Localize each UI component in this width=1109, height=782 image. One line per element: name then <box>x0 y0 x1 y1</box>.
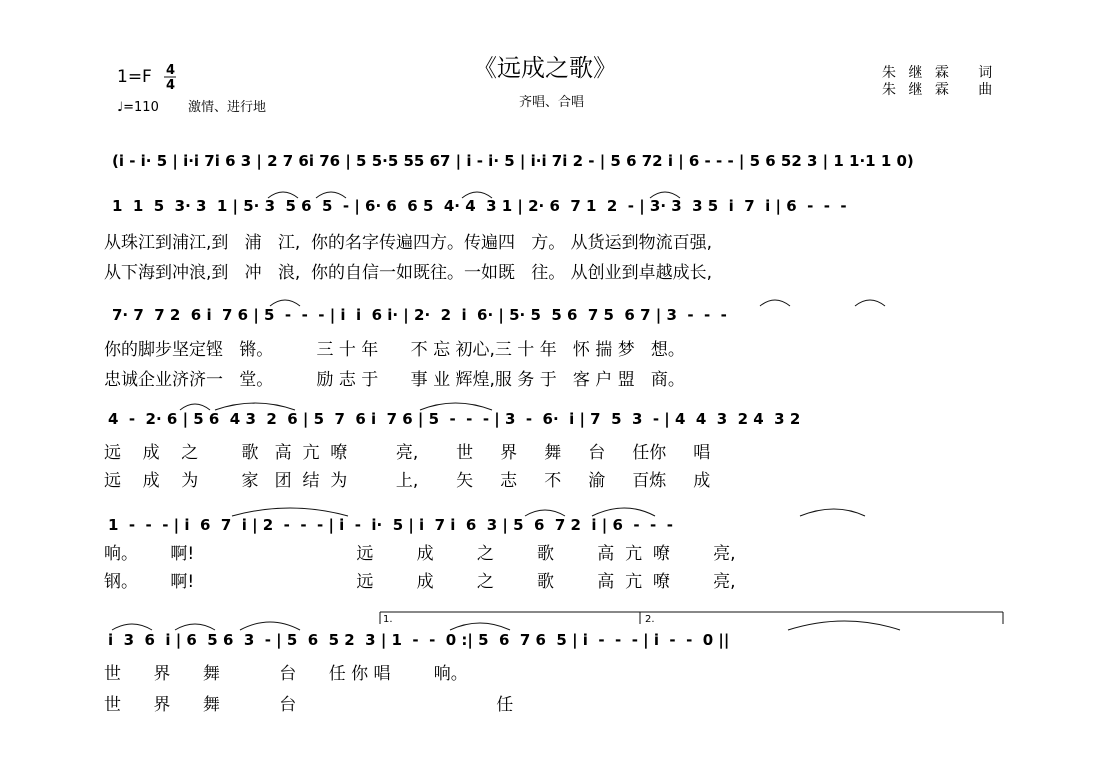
slur-10 <box>420 403 492 410</box>
notation-row-4: 1 - - - | i 6 7 i | 2 - - - | i - i· 5 | i 7 i 6 3 | 5 6 7 2 i | 6 - - - <box>108 516 673 534</box>
style-marking: 激情、进行地 <box>188 100 267 115</box>
slur-17 <box>240 622 300 630</box>
lyric-row-4-verse-2: 钢。 啊! 远 成 之 歌 高 亢 嘹 亮, <box>104 572 736 592</box>
time-signature-bottom: 4 <box>166 78 176 93</box>
slur-13 <box>592 508 655 516</box>
lyric-row-1-verse-1: 从珠江到浦江,到 浦 江, 你的名字传遍四方。传遍四 方。 从货运到物流百强, <box>104 233 713 253</box>
lyric-row-1-verse-2: 从下海到冲浪,到 冲 浪, 你的自信一如既往。一如既 往。 从创业到卓越成长, <box>104 263 713 283</box>
slur-9 <box>215 403 295 410</box>
tempo-marking: ♩=110 <box>117 100 159 115</box>
lyric-row-3-verse-1: 远 成 之 歌 高 亢 嘹 亮, 世 界 舞 台 任你 唱 <box>104 443 711 463</box>
lyric-row-5-verse-2: 世 界 舞 台 任 <box>104 695 514 715</box>
notation-row-3: 4 - 2· 6 | 5 6 4 3 2 6 | 5 7 6 i 7 6 | 5 - - - | 3 - 6· i | 7 5 3 - | 4 4 3 2 4 3 2 <box>108 410 801 428</box>
notation-row-2: 7· 7 7 2 6 i 7 6 | 5 - - - | i i 6 i· | 2· 2 i 6· | 5· 5 5 6 7 5 6 7 | 3 - - - <box>112 306 727 324</box>
slur-14 <box>800 509 865 516</box>
composer-credit: 朱 继 霖 曲 <box>882 82 997 98</box>
notation-row-5: i 3 6 i | 6 5 6 3 - | 5 6 5 2 3 | 1 - - 0 :| 5 6 7 6 5 | i - - - | i - - 0 || <box>108 631 730 649</box>
song-title: 《远成之歌》 <box>473 54 617 82</box>
lyric-row-4-verse-1: 响。 啊! 远 成 之 歌 高 亢 嘹 亮, <box>104 544 736 564</box>
slur-6 <box>760 300 790 306</box>
key-signature: 1=F <box>117 67 152 87</box>
performance-form: 齐唱、合唱 <box>519 95 585 110</box>
slur-11 <box>232 508 348 516</box>
notation-row-1: 1 1 5 3· 3 1 | 5· 3 5 6 5 - | 6· 6 6 5 4· 4 3 1 | 2· 6 7 1 2 - | 3· 3 3 5 i 7 i | 6 - - - <box>112 197 847 215</box>
time-signature-top: 4 <box>166 63 176 78</box>
slur-7 <box>855 300 885 306</box>
volta-1-label: 1. <box>383 614 393 625</box>
slur-18 <box>450 623 510 630</box>
lyric-row-2-verse-2: 忠诚企业济济一 堂。 励 志 于 事 业 辉煌,服 务 于 客 户 盟 商。 <box>104 370 685 390</box>
lyric-row-3-verse-2: 远 成 为 家 团 结 为 上, 矢 志 不 渝 百炼 成 <box>104 471 711 491</box>
notation-row-0: (i - i· 5 | i·i 7i 6 3 | 2 7 6i 76 | 5 5·5 55 67 | i - i· 5 | i·i 7i 2 - | 5 6 72 i | 6 - - - | 5 6 52 3 | 1 1·1 1 0) <box>112 152 914 170</box>
lyric-row-2-verse-1: 你的脚步坚定铿 锵。 三 十 年 不 忘 初心,三 十 年 怀 揣 梦 想。 <box>104 340 685 360</box>
lyricist-credit: 朱 继 霖 词 <box>882 65 997 81</box>
lyric-row-5-verse-1: 世 界 舞 台 任 你 唱 响。 <box>104 664 468 684</box>
slur-15 <box>112 624 152 630</box>
volta-2-label: 2. <box>645 614 655 625</box>
slur-19 <box>788 621 900 630</box>
slur-16 <box>175 624 215 630</box>
